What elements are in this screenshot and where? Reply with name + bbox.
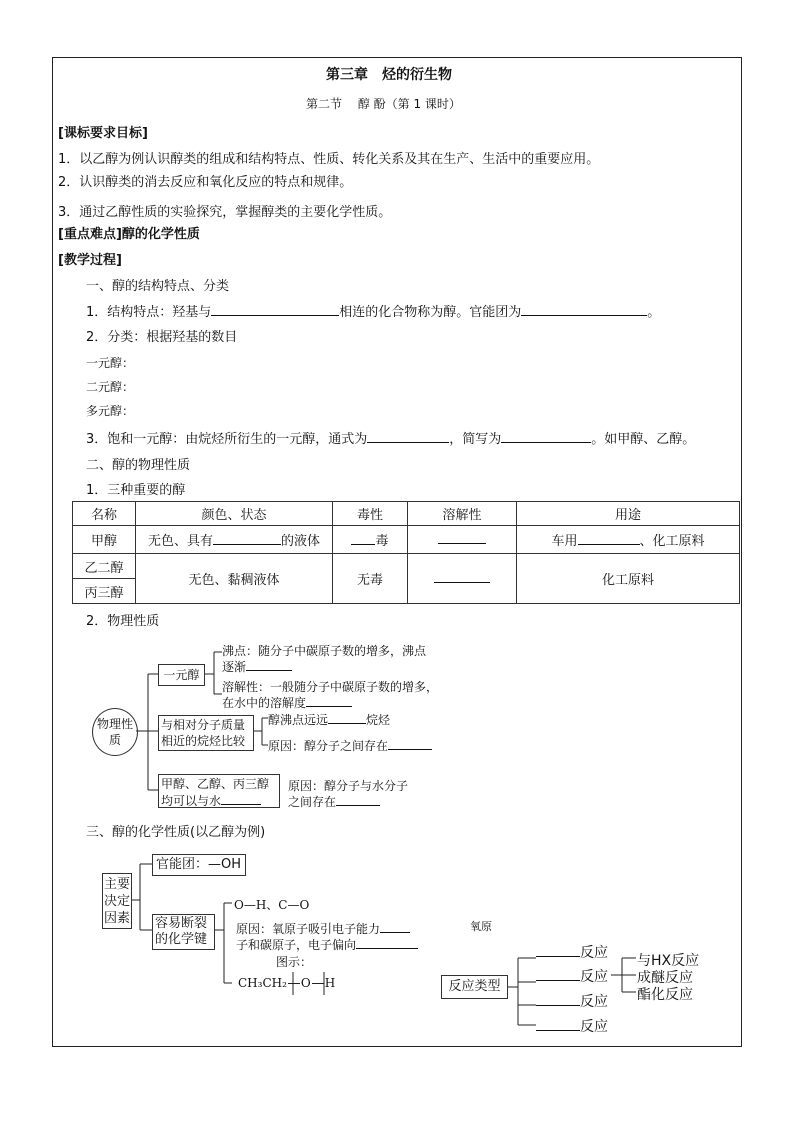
process-heading: [教学过程] — [58, 253, 122, 268]
section-subtitle: 第二节 醇 酚（第 1 课时） — [306, 97, 461, 111]
blank-field[interactable] — [536, 993, 580, 1006]
blank-field[interactable] — [336, 793, 380, 806]
blank-field[interactable] — [356, 936, 418, 949]
cell-text: 、化工原料 — [639, 534, 705, 549]
chapter-title: 第三章 烃的衍生物 — [326, 67, 452, 83]
branch-water-solubility — [158, 774, 280, 808]
reaction-suffix: 反应 — [580, 994, 608, 1010]
blank-field[interactable] — [246, 658, 292, 671]
cell-state: 无色、黏稠液体 — [136, 554, 333, 604]
poly-alcohol-label: 多元醇： — [86, 404, 135, 418]
header-state: 颜色、状态 — [136, 502, 333, 526]
water-reason-line-2 — [288, 793, 380, 810]
focus-text: 醇的化学性质 — [121, 227, 200, 242]
blank-field[interactable] — [221, 792, 261, 805]
solubility-line-1: 溶解性：一般随分子中碳原子数的增多， — [222, 680, 439, 694]
reaction-suffix: 反应 — [580, 1019, 608, 1035]
saturated-text-a: 3．饱和一元醇：由烷烃所衍生的一元醇，通式为 — [86, 432, 368, 447]
bond-dash — [288, 983, 300, 984]
sub-reaction-ester: 酯化反应 — [637, 987, 693, 1003]
reason-text: 原因：氧原子吸引电子能力 — [236, 922, 381, 936]
compare-text-a: 醇沸点远远 — [268, 713, 329, 727]
blank-field[interactable] — [536, 968, 580, 981]
boiling-point-line-1: 沸点：随分子中碳原子数的增多，沸点 — [222, 644, 427, 658]
blank-field[interactable] — [328, 711, 366, 724]
cell-text: 车用 — [551, 534, 578, 549]
reaction-type-box: 反应类型 — [441, 975, 508, 999]
goals-heading: [课标要求目标] — [58, 126, 148, 141]
formula-oxygen: O — [300, 976, 311, 990]
physical-root-oval: 物理性质 — [92, 708, 138, 756]
blank-field[interactable] — [536, 1018, 580, 1031]
reaction-row-2 — [536, 966, 608, 986]
focus-heading: [重点难点] — [58, 227, 122, 242]
bond-break-box: 容易断裂的化学键 — [152, 914, 215, 950]
stray-text: 氧原 — [470, 920, 492, 933]
physical-heading: 2．物理性质 — [86, 614, 160, 629]
branch-monohydric: 一元醇 — [158, 664, 205, 686]
sub-reaction-ether: 成醚反应 — [637, 970, 693, 986]
bond-dash — [312, 983, 324, 984]
water-reason-line-1: 原因：醇分子与水分子 — [288, 779, 409, 793]
formula-ethyl: CH₃CH₂ — [238, 976, 287, 990]
compare-line-1 — [268, 711, 390, 728]
structure-text-a: 1．结构特点：羟基与 — [86, 305, 212, 320]
reaction-suffix: 反应 — [580, 945, 608, 961]
reaction-row-1 — [536, 942, 608, 962]
diagram-label: 图示： — [276, 955, 313, 969]
blank-field[interactable] — [380, 920, 410, 933]
classify-line: 2．分类：根据羟基的数目 — [86, 330, 238, 345]
structure-text-c: 。 — [647, 305, 661, 320]
cell-name: 乙二醇 — [73, 554, 136, 579]
branch-alkane-compare: 与相对分子质量相近的烷烃比较 — [158, 715, 254, 751]
reason-text-2: 子和碳原子，电子偏向 — [236, 938, 357, 952]
mono-alcohol-label: 一元醇： — [86, 356, 135, 370]
section-1-heading: 一、醇的结构特点、分类 — [86, 279, 230, 294]
blank-field[interactable] — [306, 694, 352, 707]
structure-text-b: 相连的化合物称为醇。官能团为 — [339, 305, 522, 320]
blank-field[interactable] — [388, 737, 432, 750]
sub-reaction-hx: 与HX反应 — [637, 953, 700, 969]
goal-2: 2．认识醇类的消去反应和氧化反应的特点和规律。 — [58, 175, 353, 190]
header-use: 用途 — [517, 502, 740, 526]
reason-line-1 — [236, 920, 410, 937]
reaction-row-4 — [536, 1016, 608, 1036]
saturated-text-c: 。如甲醇、乙醇。 — [591, 432, 696, 447]
functional-group-box: 官能团：—OH — [152, 854, 246, 876]
chem-root-box: 主要决定因素 — [102, 873, 132, 929]
section-3-heading: 三、醇的化学性质(以乙醇为例) — [86, 825, 266, 840]
header-name: 名称 — [73, 502, 136, 526]
goal-3: 3．通过乙醇性质的实验探究，掌握醇类的主要化学性质。 — [58, 205, 392, 220]
cell-text: 毒 — [375, 534, 389, 549]
cell-use: 化工原料 — [517, 554, 740, 604]
header-solubility: 溶解性 — [408, 502, 517, 526]
solubility-line-2 — [222, 694, 352, 711]
solubility-text: 在水中的溶解度 — [222, 696, 307, 710]
reaction-suffix: 反应 — [580, 969, 608, 985]
water-reason-text: 之间存在 — [288, 795, 337, 809]
cell-toxicity: 无毒 — [333, 554, 408, 604]
boiling-point-line-2 — [222, 658, 292, 675]
reason-line-2 — [236, 936, 418, 953]
header-toxicity: 毒性 — [333, 502, 408, 526]
saturated-text-b: ，简写为 — [449, 432, 502, 447]
compare-reason: 原因：醇分子之间存在 — [268, 739, 389, 753]
formula-hydrogen: H — [324, 976, 336, 990]
ethanol-formula — [238, 976, 335, 990]
blank-field[interactable] — [536, 944, 580, 957]
cell-text: 的液体 — [281, 534, 321, 549]
bond-list: O—H、C—O — [234, 898, 310, 912]
di-alcohol-label: 二元醇： — [86, 380, 135, 394]
compare-line-2 — [268, 737, 432, 754]
water-solubility-text: 甲醇、乙醇、丙三醇均可以与水 — [161, 777, 270, 808]
goal-1: 1．以乙醇为例认识醇类的组成和结构特点、性质、转化关系及其在生产、生活中的重要应用。 — [58, 152, 600, 167]
cell-name: 甲醇 — [73, 526, 136, 554]
compare-text-b: 烷烃 — [366, 713, 391, 727]
boiling-point-text: 逐渐 — [222, 660, 247, 674]
cell-name: 丙三醇 — [73, 579, 136, 604]
three-alcohols-heading: 1．三种重要的醇 — [86, 483, 186, 498]
cell-text: 无色、具有 — [147, 534, 213, 549]
reaction-row-3 — [536, 991, 608, 1011]
section-2-heading: 二、醇的物理性质 — [86, 458, 191, 473]
